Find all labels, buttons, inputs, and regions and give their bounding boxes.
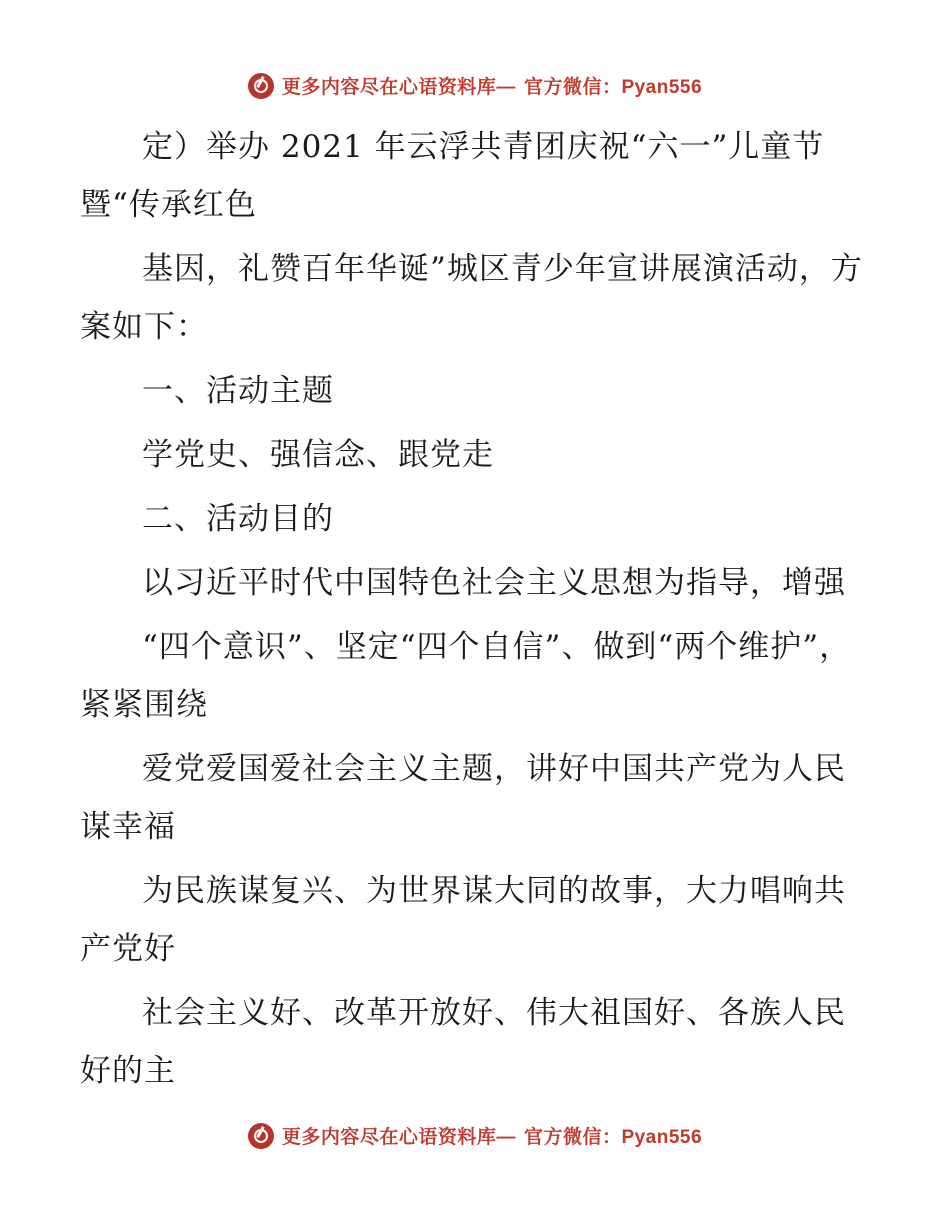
paragraph: 二、活动目的 bbox=[142, 501, 334, 537]
paragraph: 爱党爱国爱社会主义主题，讲好中国共产党为人民谋幸福 bbox=[80, 751, 846, 845]
watermark-logo-icon bbox=[248, 73, 274, 99]
watermark-wechat-text: 官方微信：Pyan556 bbox=[523, 1127, 703, 1148]
watermark-text: 更多内容尽在心语资料库— bbox=[281, 1127, 516, 1148]
watermark-wechat-text: 官方微信：Pyan556 bbox=[523, 77, 703, 98]
paragraph: 社会主义好、改革开放好、伟大祖国好、各族人民好的主 bbox=[80, 995, 846, 1089]
watermark-logo-icon bbox=[248, 1123, 274, 1149]
paragraph: 以习近平时代中国特色社会主义思想为指导，增强 bbox=[142, 565, 846, 601]
paragraph: “四个意识”、坚定“四个自信”、做到“两个维护”，紧紧围绕 bbox=[80, 629, 852, 723]
document-content bbox=[80, 118, 870, 1100]
paragraph: 一、活动主题 bbox=[142, 373, 334, 409]
watermark-banner-bottom bbox=[0, 1122, 950, 1149]
watermark-banner-top bbox=[0, 72, 950, 99]
paragraph: 学党史、强信念、跟党走 bbox=[142, 437, 494, 473]
paragraph: 定）举办 2021 年云浮共青团庆祝“六一”儿童节暨“传承红色 bbox=[80, 129, 825, 223]
paragraph: 基因，礼赞百年华诞”城区青少年宣讲展演活动，方案如下： bbox=[80, 251, 863, 345]
paragraph: 为民族谋复兴、为世界谋大同的故事，大力唱响共产党好 bbox=[80, 873, 846, 967]
watermark-text: 更多内容尽在心语资料库— bbox=[281, 77, 516, 98]
